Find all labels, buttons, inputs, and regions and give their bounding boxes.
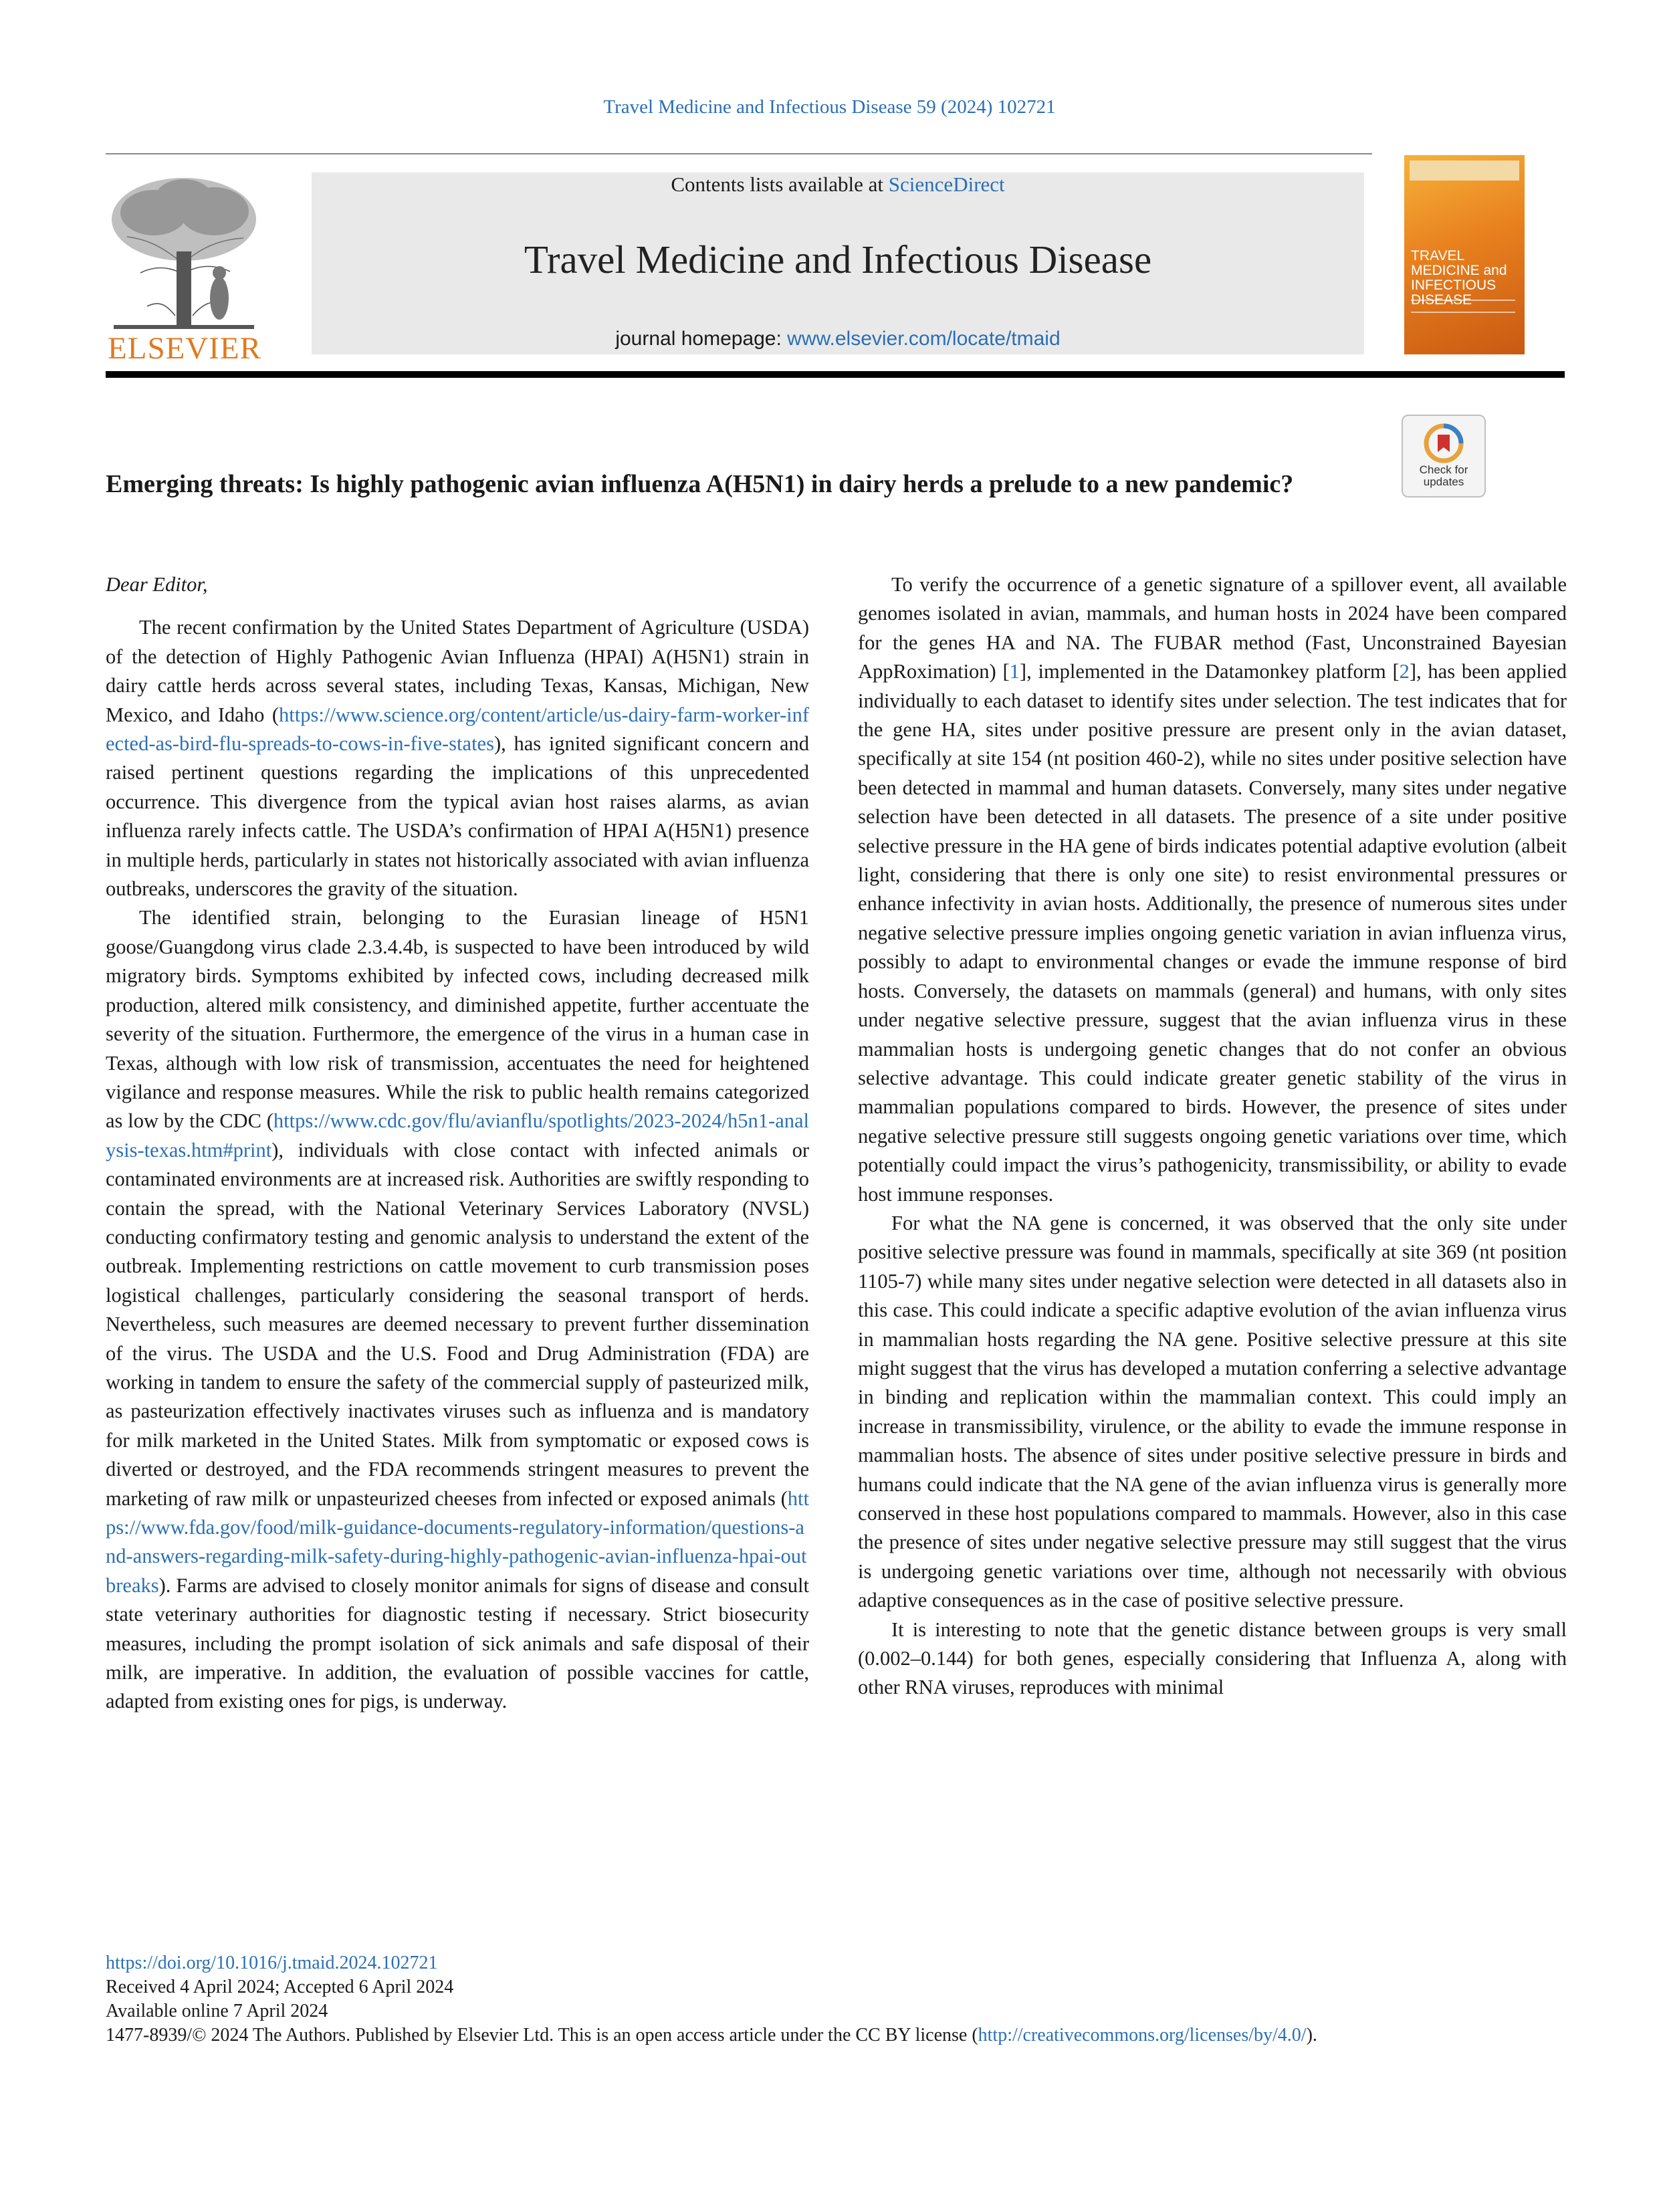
right-paragraph-3: It is interesting to note that the genetic distance between groups is very small (0.002–0.144) for both genes, especially considering that Influenza A, along with other RNA viruses, reproduces with minimal [858, 1618, 1567, 1699]
text-run: The recent confirmation by the United States Department of Agriculture (USDA) of the detection of Highly Pathogenic Avian Influenza (HPAI) A(H5N1) strain in dairy cattle herds across several states, including Texas, Kansas, Michigan, New Mexico, and Idaho ( [106, 616, 809, 726]
fda-milk-safety-link[interactable]: https://www.fda.gov/food/milk-guidance-documents-regulatory-information/questions-and-answers-regarding-milk-safety-during-highly-pathogenic-avian-influenza-hpai-outbreaks [106, 1486, 809, 1597]
cover-title: TRAVEL MEDICINE and INFECTIOUS DISEASE [1411, 248, 1507, 308]
badge-line-1: Check for [1419, 463, 1468, 476]
check-for-updates-badge[interactable] [1402, 415, 1486, 497]
left-paragraph-1 [106, 613, 809, 903]
text-run: The identified strain, belonging to the Eurasian lineage of H5N1 goose/Guangdong virus clade 2.3.4.4b, is suspected to have been introduced by wild migratory birds. Symptoms exhibited by infected cows, including decreased milk production, altered milk consistency, and diminished appetite, further accentuate the severity of the situation. Furthermore, the emergence of the virus in a human case in Texas, although with low risk of transmission, accentuates the need for heightened vigilance and response measures. While the risk to public health remains categorized as low by the CDC ( [106, 906, 809, 1133]
available-online-date: Available online 7 April 2024 [106, 2001, 328, 2021]
article-footer [106, 1951, 1577, 2048]
text-run: ), has ignited significant concern and raised pertinent questions regarding the implications of this unprecedented occurrence. This divergence from the typical avian host raises alarms, as avian influenza rarely infects cattle. The USDA’s confirmation of HPAI A(H5N1) presence in multiple herds, particularly in states not historically associated with avian influenza outbreaks, underscores the gravity of the situation. [106, 732, 809, 901]
journal-citation[interactable]: Travel Medicine and Infectious Disease 59 (2024) 102721 [603, 96, 1056, 118]
text-run: ), individuals with close contact with infected animals or contaminated environments are at increased risk. Authorities are swiftly responding to contain the spread, with the National Veterinary Services Laboratory (NVSL) conducting confirmatory testing and genomic analysis to understand the extent of the outbreak. Implementing restrictions on cattle movement to curb transmission poses logistical challenges, particularly considering the seasonal transport of herds. Nevertheless, such measures are deemed necessary to prevent further dissemination of the virus. The USDA and the U.S. Food and Drug Administration (FDA) are working in tandem to ensure the safety of the commercial supply of pasteurized milk, as pasteurization effectively inactivates viruses such as influenza and is mandatory for milk marketed in the United States. Milk from symptomatic or exposed cows is diverted or destroyed, and the FDA recommends stringent measures to prevent the marketing of raw milk or unpasteurized cheeses from infected or exposed animals ( [106, 1138, 809, 1510]
right-paragraph-1 [858, 570, 1567, 1209]
science-article-link[interactable]: https://www.science.org/content/article/us-dairy-farm-worker-infected-as-bird-flu-spreads-to-cows-in-five-states [106, 703, 809, 756]
cdc-analysis-link[interactable]: https://www.cdc.gov/flu/avianflu/spotlights/2023-2024/h5n1-analysis-texas.htm#print [106, 1109, 809, 1162]
text-run: ). Farms are advised to closely monitor animals for signs of disease and consult state veterinary authorities for diagnostic testing if necessary. Strict biosecurity measures, including the prompt isolation of sick animals and safe disposal of their milk, are imperative. In addition, the evaluation of possible vaccines for cattle, adapted from existing ones for pigs, is underway. [106, 1573, 809, 1713]
cover-header-strip [1410, 160, 1519, 181]
elsevier-tree-icon [100, 173, 267, 332]
left-paragraph-2 [106, 903, 809, 1716]
text-run: ). [1306, 2025, 1317, 2045]
contents-prefix: Contents lists available at [671, 173, 889, 196]
header-divider [106, 153, 1372, 154]
text-run: 1477-8939/© 2024 The Authors. Published by Elsevier Ltd. This is an open access article under the CC BY license ( [106, 2025, 978, 2045]
journal-banner [312, 173, 1364, 354]
journal-cover[interactable] [1404, 155, 1525, 354]
license-line [106, 2023, 1577, 2048]
text-run: ], has been applied individually to each dataset to identify sites under selection. The test indicates that for the gene HA, sites under positive pressure are present only in the avian dataset, specifically at site 154 (nt position 460-2), while no sites under positive selection have been detected in mammal and human datasets. Conversely, many sites under negative selection have been detected in all datasets. The presence of a site under positive selective pressure in the HA gene of birds indicates potential adaptive evolution (albeit light, considering that there is only one site) to resist environmental pressures or enhance infectivity in avian hosts. Additionally, the presence of numerous sites under negative selective pressure implies ongoing genetic variation in avian influenza virus, possibly to adapt to environmental changes or evade the immune response of bird hosts. Conversely, the datasets on mammals (general) and humans, with only sites under negative selective pressure, suggest that the avian influenza virus in these mammalian hosts is undergoing genetic changes that do not confer an obvious selective advantage. This could indicate greater genetic stability of the virus in mammalian populations compared to birds. However, the presence of sites under negative selective pressure still suggests ongoing genetic variations over time, which potentially could impact the virus’s pathogenicity, transmissibility, or ability to evade host immune responses. [858, 660, 1567, 1206]
text-run: ], implemented in the Datamonkey platform [ [1019, 660, 1400, 683]
received-dates: Received 4 April 2024; Accepted 6 April 2024 [106, 1977, 454, 1997]
reference-2-link[interactable]: 2 [1399, 660, 1410, 683]
cover-decoration [1411, 300, 1515, 313]
left-column [106, 570, 809, 1717]
homepage-line [312, 328, 1364, 350]
elsevier-logo[interactable] [100, 173, 274, 366]
journal-homepage-link[interactable]: www.elsevier.com/locate/tmaid [787, 328, 1061, 350]
contents-line [312, 173, 1364, 197]
elsevier-wordmark: ELSEVIER [108, 331, 261, 366]
cc-license-link[interactable]: http://creativecommons.org/licenses/by/4.0/ [978, 2025, 1307, 2045]
text-run: To verify the occurrence of a genetic signature of a spillover event, all available genomes isolated in avian, mammals, and human hosts in 2024 have been compared for the genes HA and NA. The FUBAR method (Fast, Unconstrained Bayesian AppRoximation) [ [858, 573, 1567, 683]
homepage-prefix: journal homepage: [615, 328, 788, 350]
header-thick-rule [106, 371, 1565, 378]
reference-1-link[interactable]: 1 [1009, 660, 1020, 683]
salutation: Dear Editor, [106, 573, 208, 596]
right-column [858, 570, 1567, 1702]
doi-link[interactable]: https://doi.org/10.1016/j.tmaid.2024.102721 [106, 1953, 438, 1973]
article-title: Emerging threats: Is highly pathogenic avian influenza A(H5N1) in dairy herds a prelude to a new pandemic? [106, 470, 1294, 498]
check-for-updates-icon [1423, 423, 1464, 464]
journal-title: Travel Medicine and Infectious Disease [524, 237, 1152, 282]
right-paragraph-2: For what the NA gene is concerned, it was observed that the only site under positive selective pressure was found in mammals, specifically at site 369 (nt position 1105-7) while many sites under negative selection were detected in all datasets also in this case. This could indicate a specific adaptive evolution of the avian influenza virus in mammalian hosts regarding the NA gene. Positive selective pressure at this site might suggest that the virus has developed a mutation conferring a selective advantage in binding and replication within the mammalian context. This could imply an increase in transmissibility, virulence, or the ability to evade the immune response in mammalian hosts. The absence of sites under positive selective pressure in birds and humans could indicate that the NA gene of the avian influenza virus is generally more conserved in these host populations compared to mammals. However, also in this case the presence of sites under negative selective pressure may still suggest that the virus is undergoing genetic variations over time, although not necessarily with obvious adaptive consequences as in the case of positive selective pressure. [858, 1211, 1567, 1612]
badge-line-2: updates [1423, 475, 1464, 488]
sciencedirect-link[interactable]: ScienceDirect [888, 173, 1005, 196]
